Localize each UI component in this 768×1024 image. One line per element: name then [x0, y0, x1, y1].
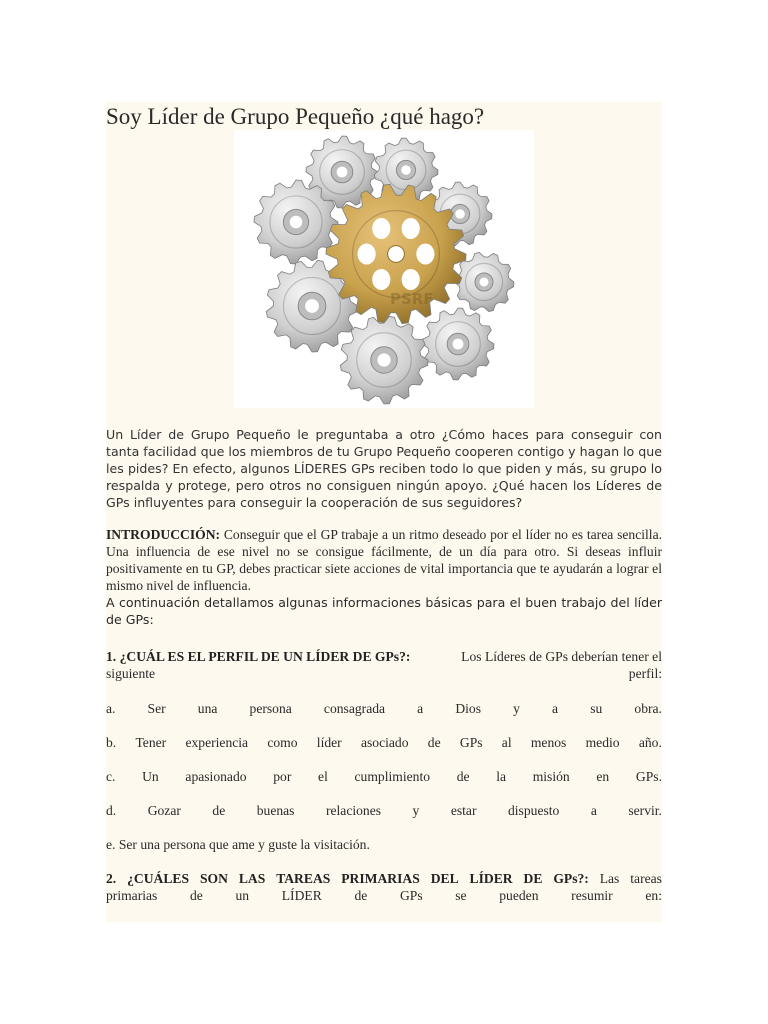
- word: en: [596, 769, 610, 784]
- introduccion-label: INTRODUCCIÓN:: [106, 527, 221, 542]
- gear-bottom-right: [422, 308, 494, 380]
- section2-block: [106, 870, 662, 904]
- word: Tener: [135, 735, 167, 750]
- word: GPs: [459, 735, 483, 750]
- intro-paragraph: Un Líder de Grupo Pequeño le preguntaba a otro ¿Cómo haces para conseguir con tanta facilidad que los miembros de tu Grupo Pequeño cooperen contigo y hagan lo que les pides? En efecto, algunos LÍDERES GPs reciben todo lo que piden y más, su grupo lo respalda y protege, pero otros no consiguen ningún apoyo. ¿Qué hacen los Líderes de GPs influyentes para conseguir la cooperación de sus seguidores?: [106, 427, 662, 510]
- word: Dios: [455, 701, 482, 716]
- word: asociado: [360, 735, 409, 750]
- section2-line2: [106, 887, 662, 904]
- section2-heading-word: TAREAS: [276, 871, 331, 886]
- gear-bottom: [340, 316, 428, 404]
- profile-item-d: [106, 802, 662, 819]
- word: apasionado: [185, 769, 247, 784]
- word: resumir: [571, 888, 613, 903]
- word: GPs: [399, 888, 423, 903]
- profile-item-b: [106, 734, 662, 751]
- introduccion-followup: A continuación detallamos algunas informaciones básicas para el buen trabajo del líder de GPs:: [106, 595, 662, 627]
- word: consagrada: [323, 701, 386, 716]
- word: obra.: [634, 701, 662, 716]
- word: GPs.: [635, 769, 662, 784]
- introduccion-text: Conseguir que el GP trabaje a un ritmo deseado por el líder no es tarea sencilla. Una influencia de ese nivel no se consigue fácilmente, de un día para otro. Si deseas influir positivamente en tu GP, debes practicar siete acciones de vital importancia que te ayudarán a lograr el mismo nivel de influencia.: [106, 527, 662, 593]
- word: relaciones: [325, 803, 382, 818]
- section2-word: tareas: [630, 871, 662, 886]
- word: el: [318, 769, 328, 784]
- section1-heading: 1. ¿CUÁL ES EL PERFIL DE UN LÍDER DE GPs?:: [106, 649, 411, 664]
- word: de: [354, 888, 368, 903]
- word: menos: [530, 735, 567, 750]
- word: de: [456, 769, 470, 784]
- section1-heading-block: [106, 648, 662, 682]
- word: a: [552, 701, 559, 716]
- section1-word: perfil:: [628, 666, 662, 681]
- word: Ser: [147, 701, 166, 716]
- page-title: Soy Líder de Grupo Pequeño ¿qué hago?: [106, 104, 485, 129]
- word: a.: [106, 701, 116, 716]
- word: su: [590, 701, 603, 716]
- word: b.: [106, 735, 117, 750]
- section2-heading-word: 2.: [106, 871, 117, 886]
- word: año.: [638, 735, 662, 750]
- section2-heading-word: PRIMARIAS: [341, 871, 420, 886]
- section1-line2: [106, 665, 662, 682]
- word: buenas: [256, 803, 295, 818]
- gears-icon: [234, 130, 534, 408]
- word: líder: [316, 735, 342, 750]
- word: de: [190, 888, 203, 903]
- profile-item-c: [106, 768, 662, 785]
- word: experiencia: [185, 735, 249, 750]
- section1-word: siguiente: [106, 666, 156, 681]
- watermark-text: PSRF: [390, 290, 434, 308]
- section2-heading-word: SON: [199, 871, 228, 886]
- word: a: [590, 803, 597, 818]
- section1-line1: [106, 648, 662, 665]
- section2-heading-word: LÍDER: [469, 871, 513, 886]
- introduccion-section: [106, 526, 662, 628]
- word: Gozar: [147, 803, 181, 818]
- word: y: [412, 803, 420, 818]
- gears-image: [234, 130, 534, 408]
- word: al: [501, 735, 512, 750]
- word: dispuesto: [507, 803, 560, 818]
- word: una: [197, 701, 218, 716]
- profile-item-e: e. Ser una persona que ame y guste la visitación.: [106, 837, 370, 852]
- section2-heading-word: DEL: [430, 871, 459, 886]
- section2-heading-word: LAS: [238, 871, 266, 886]
- word: cumplimiento: [354, 769, 431, 784]
- word: Un: [142, 769, 159, 784]
- section2-heading-word: ¿CUÁLES: [127, 871, 190, 886]
- word: LÍDER: [281, 888, 322, 903]
- profile-item-a: [106, 700, 662, 717]
- word: primarias: [106, 888, 158, 903]
- word: c.: [106, 769, 116, 784]
- word: en:: [645, 888, 662, 903]
- word: pueden: [499, 888, 539, 903]
- section2-heading-word: GPs?:: [553, 871, 589, 886]
- word: servir.: [628, 803, 662, 818]
- word: de: [212, 803, 226, 818]
- word: misión: [532, 769, 570, 784]
- word: un: [235, 888, 250, 903]
- section2-line1: [106, 870, 662, 887]
- word: persona: [249, 701, 292, 716]
- word: de: [427, 735, 441, 750]
- section1-line1-rest: Los Líderes de GPs deberían tener el: [461, 649, 662, 664]
- word: estar: [450, 803, 477, 818]
- word: se: [455, 888, 467, 903]
- word: la: [496, 769, 507, 784]
- word: como: [267, 735, 298, 750]
- word: d.: [106, 803, 117, 818]
- section2-heading-word: DE: [523, 871, 543, 886]
- word: a: [417, 701, 424, 716]
- section2-word: Las: [599, 871, 620, 886]
- document-page: [106, 102, 662, 922]
- word: medio: [585, 735, 620, 750]
- word: y: [513, 701, 520, 716]
- word: por: [273, 769, 292, 784]
